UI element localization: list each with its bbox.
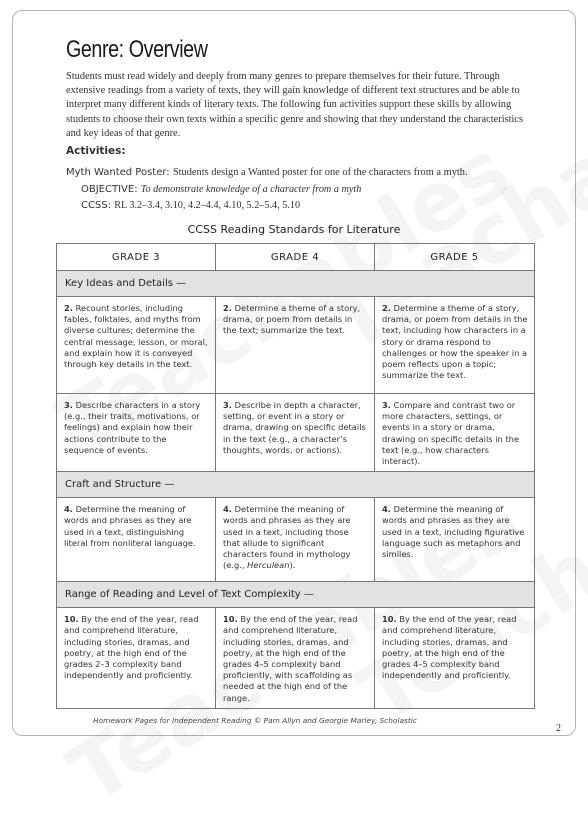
column-header: GRADE 3 (57, 244, 216, 271)
standard-text: By the end of the year, read and comprehend literature, including stories, dramas, and poetry, at the high end of the grades 4–5 complexity band independently and proficiently. (382, 614, 517, 681)
standard-text: Compare and contrast two or more characters, settings, or events in a story or drama, drawing on specific details in the text (e.g., how characters interact). (382, 400, 520, 467)
table-row (57, 608, 535, 709)
table-title: CCSS Reading Standards for Literature (187, 223, 401, 236)
section-heading: Craft and Structure — (57, 472, 535, 498)
standard-text: Determine a theme of a story, drama, or poem from details in the text, including how characters in a story or drama respond to challenges or how the speaker in a poem reflects upon a topic; summarize the text. (382, 303, 528, 381)
table-cell (216, 498, 375, 582)
standard-text: Determine a theme of a story, drama, or poem from details in the text; summarize the text. (223, 303, 361, 336)
table-cell (216, 608, 375, 709)
objective-label: OBJECTIVE: (81, 184, 138, 195)
standard-text: Describe in depth a character, setting, or event in a story or drama, drawing on specific details in the text (e.g., a character’s thoughts, words, or actions). (223, 400, 366, 455)
intro-paragraph: Students must read widely and deeply from many genres to prepare themselves for their future. Through extensive readings from a variety of texts, they will gain knowledge of different text structures and be able to interpret many different kinds of literary texts. The following fun activities support these skills by allowing students to choose their own texts within a specific genre and showing that they understand the characteristics and key ideas of that genre. (66, 71, 524, 139)
section-heading: Key Ideas and Details — (57, 271, 535, 297)
page-number: 2 (556, 723, 561, 734)
standard-number: 3. (382, 400, 391, 410)
ccss-text: RL 3.2–3.4, 3.10, 4.2–4.4, 4.10, 5.2–5.4, 5.10 (114, 200, 301, 211)
standard-number: 2. (223, 303, 232, 313)
table-cell (57, 297, 216, 394)
standard-number: 2. (64, 303, 73, 313)
standard-text: Determine the meaning of words and phrases as they are used in a text, including those that allude to significant characters found in mythology (e.g., (223, 504, 351, 571)
standard-text: By the end of the year, read and comprehend literature, including stories, dramas, and poetry, at the high end of the grades 4–5 complexity band proficiently, with scaffolding as needed at the high end of the range. (223, 614, 358, 703)
standard-text: Recount stories, including fables, folktales, and myths from diverse cultures; determine the central message, lesson, or moral, and explain how it is conveyed through key details in the text. (64, 303, 208, 370)
standard-text-tail: ). (289, 560, 296, 571)
standard-number: 10. (223, 614, 238, 625)
standard-text: By the end of the year, read and comprehend literature, including stories, dramas, and poetry, at the high end of the grades 2–3 complexity band independently and proficiently. (64, 614, 199, 681)
objective-text: To demonstrate knowledge of a character from a myth (140, 184, 362, 195)
standard-number: 10. (382, 614, 397, 625)
column-header: GRADE 4 (216, 244, 375, 271)
standard-number: 3. (64, 400, 73, 410)
section-heading: Range of Reading and Level of Text Complexity — (57, 582, 535, 608)
column-header: GRADE 5 (375, 244, 535, 271)
activity-ccss (81, 200, 300, 211)
standard-number: 4. (382, 504, 391, 515)
standard-text-italic: Herculean (247, 560, 290, 571)
activity-objective (81, 184, 361, 195)
standard-number: 10. (64, 614, 79, 625)
standard-number: 4. (223, 504, 232, 515)
table-cell (216, 394, 375, 472)
table-cell (375, 394, 535, 472)
table-cell (375, 608, 535, 709)
standard-text: Describe characters in a story (e.g., their traits, motivations, or feelings) and explain how their actions contribute to the sequence of events. (64, 400, 201, 455)
standard-text: Determine the meaning of words and phrases as they are used in a text, including figurative language such as metaphors and similes. (382, 504, 525, 560)
page-title: Genre: Overview (66, 36, 208, 63)
table-cell (57, 608, 216, 709)
standard-text: Determine the meaning of words and phrases as they are used in a text, distinguishing literal from nonliteral language. (64, 504, 196, 548)
standard-number: 2. (382, 303, 391, 313)
table-cell (375, 498, 535, 582)
table-cell (375, 297, 535, 394)
activity-label: Myth Wanted Poster: (66, 167, 170, 178)
standard-number: 3. (223, 400, 232, 410)
table-row (57, 297, 535, 394)
ccss-label: CCSS: (81, 200, 112, 211)
standards-table (56, 243, 535, 709)
table-row (57, 498, 535, 582)
table-header-row (57, 244, 535, 271)
activity-text: Students design a Wanted poster for one of the characters from a myth. (172, 167, 468, 178)
table-row (57, 394, 535, 472)
activities-heading: Activities: (66, 145, 126, 157)
table-cell (57, 498, 216, 582)
standard-number: 4. (64, 504, 73, 515)
activity-myth-wanted-poster (66, 167, 468, 178)
table-cell (57, 394, 216, 472)
footer-credit: Homework Pages for Independent Reading © Pam Allyn and Georgie Marley, Scholastic (93, 716, 417, 725)
table-cell (216, 297, 375, 394)
